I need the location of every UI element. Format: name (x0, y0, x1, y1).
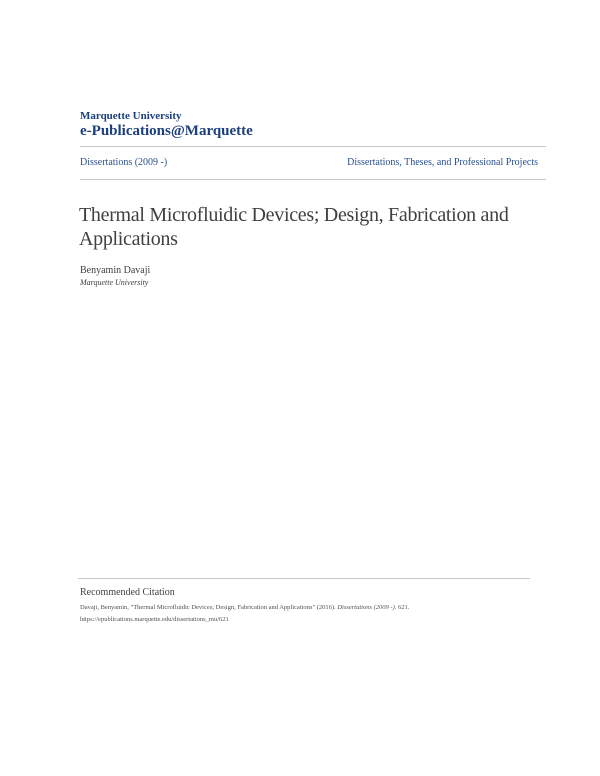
citation-suffix: . 621. (394, 604, 410, 611)
recommended-citation-heading: Recommended Citation (80, 587, 175, 598)
divider-top (80, 146, 546, 147)
citation-prefix: Davaji, Benyamin, "Thermal Microfluidic Devices; Design, Fabrication and Applications" (2016). (80, 604, 338, 611)
collection-link-dissertations[interactable]: Dissertations (2009 -) (80, 157, 168, 168)
collection-link-theses[interactable]: Dissertations, Theses, and Professional Projects (347, 157, 538, 168)
institution-name[interactable]: Marquette University (80, 110, 182, 122)
author-affiliation: Marquette University (80, 278, 149, 287)
repository-name[interactable]: e-Publications@Marquette (80, 123, 253, 139)
document-title[interactable]: Thermal Microfluidic Devices; Design, Fabrication and Applications (79, 204, 509, 250)
author-name[interactable]: Benyamin Davaji (80, 265, 151, 276)
divider-citation (78, 578, 530, 579)
citation-series: Dissertations (2009 -) (337, 604, 395, 611)
recommended-citation-text (80, 602, 530, 626)
divider-middle (80, 179, 546, 180)
citation-url[interactable]: https://epublications.marquette.edu/dissertations_mu/621 (80, 616, 229, 623)
